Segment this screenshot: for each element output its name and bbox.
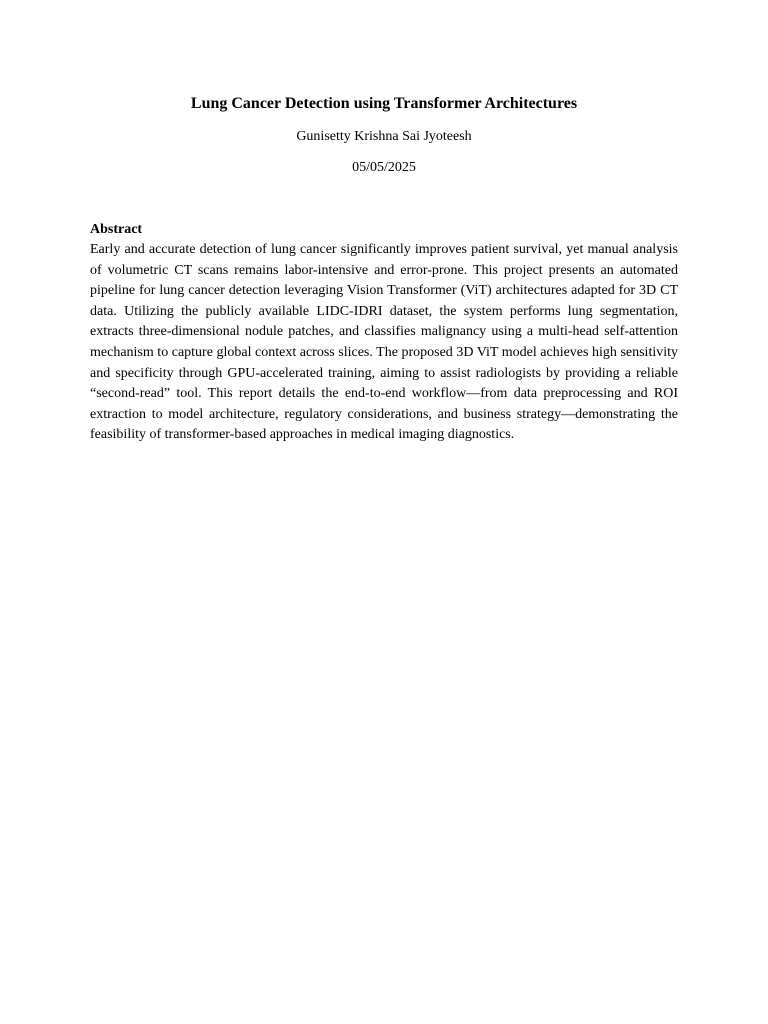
- paper-title: Lung Cancer Detection using Transformer Architectures: [190, 95, 578, 112]
- publication-date: 05/05/2025: [352, 160, 416, 175]
- abstract-body: Early and accurate detection of lung cancer significantly improves patient survival, yet manual analysis of volumetric CT scans remains labor-intensive and error-prone. This project presents an automated pipeline for lung cancer detection leveraging Vision Transformer (ViT) architectures adapted for 3D CT data. Utilizing the publicly available LIDC-IDRI dataset, the system performs lung segmentation, extracts three-dimensional nodule patches, and classifies malignancy using a multi-head self-attention mechanism to capture global context across slices. The proposed 3D ViT model achieves high sensitivity and specificity through GPU-accelerated training, aiming to assist radiologists by providing a reliable “second-read” tool. This report details the end-to-end workflow—from data preprocessing and ROI extraction to model architecture, regulatory considerations, and business strategy—demonstrating the feasibility of transformer-based approaches in medical imaging diagnostics.: [90, 242, 678, 443]
- author-name: Gunisetty Krishna Sai Jyoteesh: [296, 129, 472, 144]
- abstract-heading: Abstract: [90, 222, 143, 237]
